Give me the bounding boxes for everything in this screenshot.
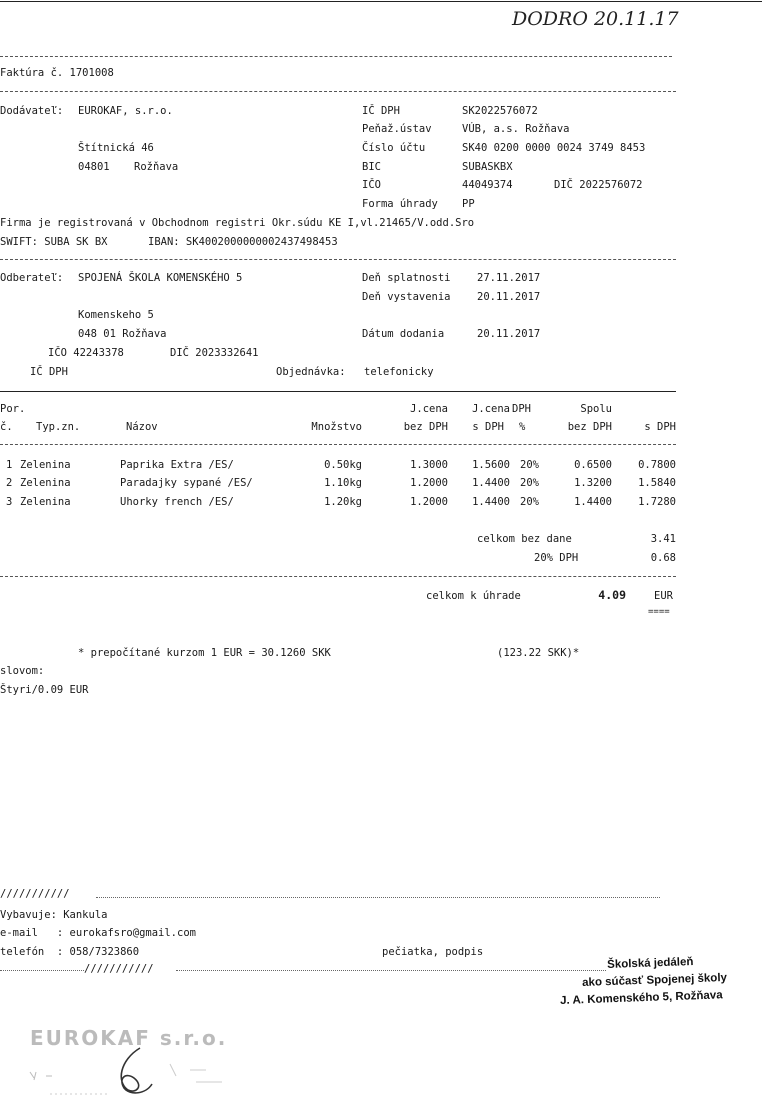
row-dph: 20% [520,477,539,489]
row-jcena-s: 1.4400 [472,477,510,489]
customer-ico: IČO 42243378 [48,347,124,359]
bank-label: Peňaž.ústav [362,123,432,135]
invoice-title: Faktúra č. 1701008 [0,67,114,79]
row-spolu: 1.3200 [574,477,612,489]
header-nazov: Názov [126,421,158,433]
row-typ: Zelenina [20,459,71,471]
header-dph-pct: % [519,421,526,433]
row-mnozstvo: 1.10kg [324,477,362,489]
row-jcena-s: 1.4400 [472,496,510,508]
row-nazov: Uhorky french /ES/ [120,496,234,508]
grand-total-underline: ==== [648,607,670,617]
header-jcena-s: J.cena [472,403,510,415]
divider [176,970,606,971]
stamp-signature-label: pečiatka, podpis [382,946,484,958]
row-jcena: 1.3000 [410,459,448,471]
swift-code: SWIFT: SUBA SK BX [0,236,108,248]
header-jcena-bez: bez DPH [403,421,448,433]
header-typ: Typ.zn. [36,421,81,433]
bank-name: VÚB, a.s. Rožňava [462,123,570,135]
in-words-label: slovom: [0,665,45,677]
divider [0,970,84,971]
account-label: Číslo účtu [362,142,426,154]
row-mnozstvo: 1.20kg [324,496,362,508]
row-nazov: Paprika Extra /ES/ [120,459,234,471]
supplier-name: EUROKAF, s.r.o. [78,105,173,117]
account-number: SK40 0200 0000 0024 3749 8453 [462,142,646,154]
header-jcena: J.cena [410,403,448,415]
bic-label: BIC [362,161,381,173]
delivery-date: 20.11.2017 [477,328,541,340]
table-top-rule [0,391,676,392]
conversion-skk: (123.22 SKK)* [497,647,580,659]
due-date-label: Deň splatnosti [362,272,451,284]
vat-label: 20% DPH [534,552,579,564]
order-label: Objednávka: [276,366,346,378]
supplier-postcode: 04801 [78,161,110,173]
row-typ: Zelenina [20,477,71,489]
company-stamp-logo: EUROKAF s.r.o. [30,1026,228,1050]
payment-label: Forma úhrady [362,198,438,210]
contact-email: e-mail : eurokafsro@gmail.com [0,927,196,939]
row-no: 1 [6,459,13,471]
row-spolu: 1.4400 [574,496,612,508]
divider [0,56,672,57]
registry-text: Firma je registrovaná v Obchodnom registri Okr.súdu KE I,vl.21465/V.odd.Sro [0,217,475,229]
supplier-label: Dodávateľ: [0,105,64,117]
divider [0,259,676,260]
school-stamp-line-3: J. A. Komenského 5, Rožňava [559,989,723,1007]
header-jcena-s-dph: s DPH [472,421,504,433]
header-dph: DPH [512,403,531,415]
header-por-no: č. [0,421,13,433]
customer-name: SPOJENÁ ŠKOLA KOMENSKÉHO 5 [78,272,243,284]
header-por: Por. [0,403,26,415]
footer-slashes-2: /////////// [84,963,154,975]
payment-value: PP [462,198,475,210]
row-dph: 20% [520,459,539,471]
customer-ic-dph: IČ DPH [30,366,68,378]
row-jcena: 1.2000 [410,477,448,489]
issue-date: 20.11.2017 [477,291,541,303]
issued-by: Vybavuje: Kankula [0,909,108,921]
row-jcena: 1.2000 [410,496,448,508]
row-s-dph: 1.7280 [638,496,676,508]
row-typ: Zelenina [20,496,71,508]
contact-phone: telefón : 058/7323860 [0,946,140,958]
grand-total: 4.09 [598,588,626,602]
due-date: 27.11.2017 [477,272,541,284]
row-dph: 20% [520,496,539,508]
header-spolu: Spolu [580,403,612,415]
customer-label: Odberateľ: [0,272,64,284]
in-words-value: Štyri/0.09 EUR [0,684,89,696]
iban-code: IBAN: SK4002000000002437498453 [148,236,338,248]
net-total: 3.41 [650,533,676,545]
ic-dph-value: SK2022576072 [462,105,538,117]
row-no: 3 [6,496,13,508]
issue-date-label: Deň vystavenia [362,291,451,303]
row-no: 2 [6,477,13,489]
delivery-date-label: Dátum dodania [362,328,445,340]
grand-total-label: celkom k úhrade [426,590,521,602]
header-spolu-bez: bez DPH [567,421,612,433]
dic-value: DIČ 2022576072 [554,179,643,191]
divider [96,897,660,898]
vat-total: 0.68 [650,552,676,564]
conversion-rate: * prepočítané kurzom 1 EUR = 30.1260 SKK [78,647,331,659]
row-mnozstvo: 0.50kg [324,459,362,471]
row-jcena-s: 1.5600 [472,459,510,471]
header-mnozstvo: Množstvo [311,421,362,433]
ic-dph-label: IČ DPH [362,105,400,117]
supplier-city: Rožňava [134,161,179,173]
top-border [0,1,762,2]
net-total-label: celkom bez dane [477,533,572,545]
grand-total-currency: EUR [654,590,673,602]
bic-value: SUBASKBX [462,161,513,173]
divider [0,576,676,577]
row-nazov: Paradajky sypané /ES/ [120,477,253,489]
ico-label: IČO [362,179,381,191]
footer-slashes: /////////// [0,888,70,900]
customer-city: 048 01 Rožňava [78,328,167,340]
customer-street: Komenskeho 5 [78,309,154,321]
divider [0,444,676,445]
ico-value: 44049374 [462,179,513,191]
customer-dic: DIČ 2023332641 [170,347,259,359]
header-s-dph: s DPH [644,421,676,433]
order-value: telefonicky [364,366,434,378]
divider [0,91,676,92]
row-s-dph: 0.7800 [638,459,676,471]
signature-graphic [20,1040,230,1100]
school-stamp-line-1: Školská jedáleň [606,955,694,971]
row-spolu: 0.6500 [574,459,612,471]
school-stamp-line-2: ako súčasť Spojenej školy [581,971,728,989]
handwritten-note: DODRO 20.11.17 [512,8,679,30]
row-s-dph: 1.5840 [638,477,676,489]
supplier-street: Štítnická 46 [78,142,154,154]
